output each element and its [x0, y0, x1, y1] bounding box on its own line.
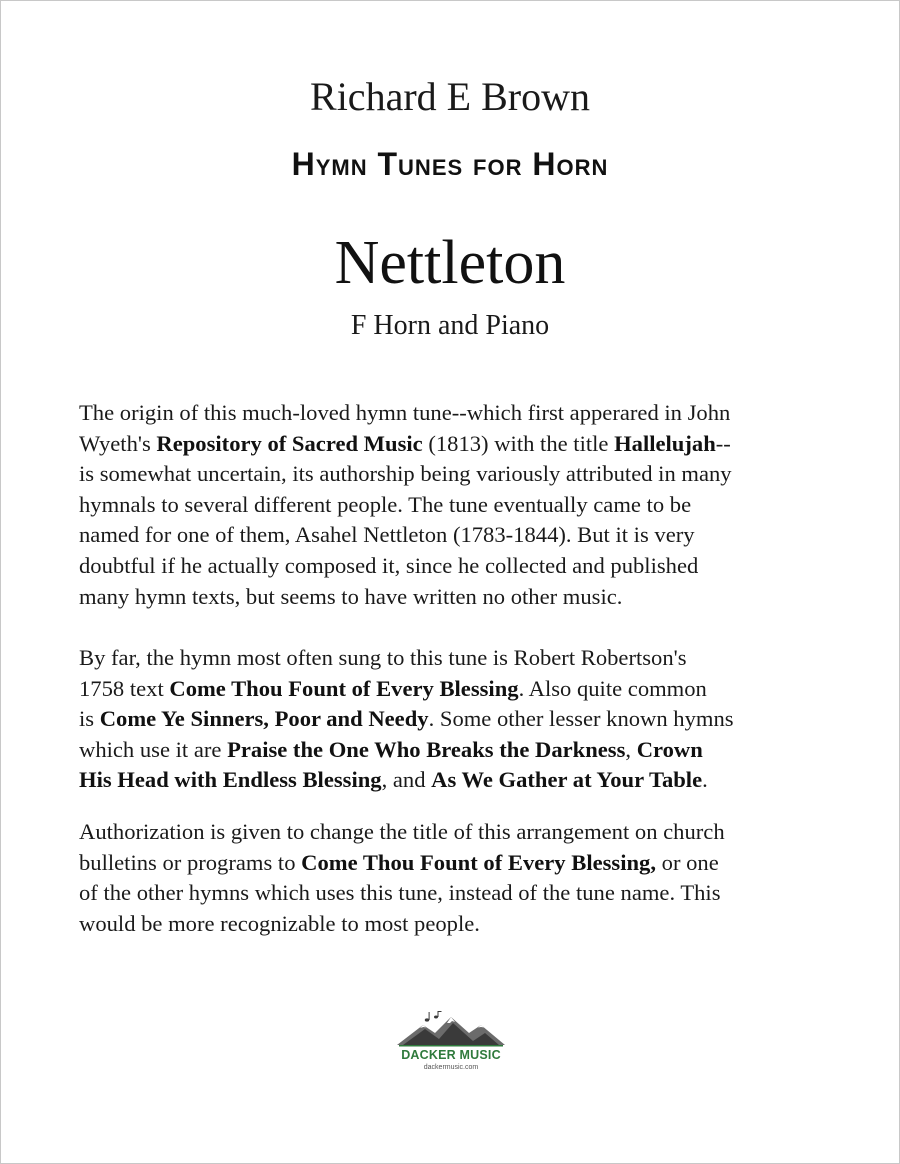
text-line [79, 848, 849, 879]
logo-url: dackermusic.com [423, 1064, 479, 1071]
text-run: (1813) with the title [422, 430, 615, 456]
series-title: Hymn Tunes for Horn [291, 146, 609, 182]
piece-title: Nettleton [334, 229, 566, 297]
logo-brand-name: DACKER MUSIC [401, 1048, 501, 1062]
paragraph-origin [79, 398, 849, 612]
text-line: hymnals to several different people. The tune eventually came to be [79, 491, 692, 517]
text-line [79, 765, 849, 796]
text-line [79, 704, 849, 735]
text-run: is [79, 706, 100, 732]
paragraph-hymns [79, 643, 849, 796]
text-line: Authorization is given to change the title of this arrangement on church [79, 819, 725, 844]
text-line: is somewhat uncertain, its authorship being variously attributed in many [79, 461, 732, 487]
text-line: named for one of them, Asahel Nettleton (1783-1844). But it is very [79, 522, 695, 548]
text-line: doubtful if he actually composed it, since he collected and published [79, 552, 699, 578]
paragraph-authorization [79, 817, 849, 939]
text-run: -- [715, 430, 731, 456]
text-run: . [702, 767, 708, 793]
bold-title: Repository of Sacred Music [156, 430, 423, 456]
mountain-logo-icon [395, 1011, 507, 1047]
text-run: which use it are [79, 736, 228, 762]
text-run: , and [381, 767, 432, 793]
text-run: or one [656, 849, 719, 875]
text-run: bulletins or programs to [79, 849, 302, 875]
text-run: , [625, 736, 637, 762]
dacker-music-logo [385, 1011, 517, 1077]
text-line: would be more recognizable to most people. [79, 910, 480, 936]
text-line [79, 735, 849, 766]
bold-title: Come Ye Sinners, Poor and Needy [99, 706, 429, 732]
text-line [79, 429, 849, 460]
text-run: 1758 text [79, 675, 170, 701]
bold-title: Come Thou Fount of Every Blessing [169, 675, 519, 701]
text-line: many hymn texts, but seems to have written no other music. [79, 583, 623, 609]
text-line: of the other hymns which uses this tune, instead of the tune name. This [79, 880, 721, 906]
bold-title: As We Gather at Your Table [431, 767, 703, 793]
text-run: . Also quite common [518, 675, 707, 701]
text-line [79, 674, 849, 705]
bold-title: Come Thou Fount of Every Blessing, [301, 849, 656, 875]
bold-title: Praise the One Who Breaks the Darkness [227, 736, 626, 762]
bold-title: Hallelujah [614, 430, 716, 456]
composer-name: Richard E Brown [310, 74, 590, 119]
instrumentation-subtitle: F Horn and Piano [350, 310, 550, 341]
text-run: Wyeth's [79, 430, 157, 456]
text-line: By far, the hymn most often sung to this tune is Robert Robertson's [79, 645, 687, 670]
bold-title: His Head with Endless Blessing [79, 767, 382, 793]
text-run: . Some other lesser known hymns [428, 706, 734, 732]
bold-title: Crown [636, 736, 703, 762]
text-line: The origin of this much-loved hymn tune--which first apperared in John [79, 400, 731, 425]
